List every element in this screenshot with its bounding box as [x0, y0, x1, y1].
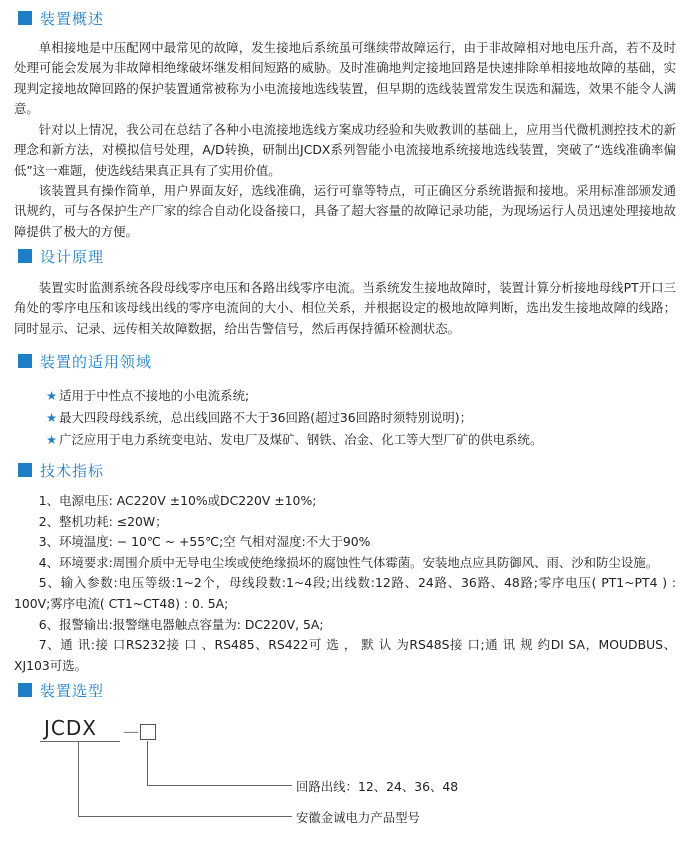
star-icon: ★ — [46, 410, 58, 425]
connector-line — [78, 816, 292, 817]
list-item — [46, 408, 472, 426]
connector-line — [147, 785, 292, 786]
section-header-overview — [18, 8, 104, 28]
section-square-icon — [18, 249, 32, 263]
connector-line — [78, 741, 79, 816]
list-item — [46, 430, 542, 448]
spec-item: 6、报警输出:报警继电器触点容量为: DC220V, 5A; — [38, 616, 324, 632]
spec-item: 4、环境要求:周围介质中无导电尘埃或使绝缘损坏的腐蚀性气体霉菌。安装地点应具防御风、雨、沙和防尘设施。 — [38, 554, 658, 570]
overview-paragraph: 单相接地是中压配网中最常见的故障，发生接地后系统虽可继续带故障运行，由于非故障相对地电压升高，若不及时处理可能会发展为非故障相绝缘破坏继发相间短路的威胁。及时准确地判定接地回路是快速排除单相接地故障的基础，实现判定接地故障回路的保护装置通常被称为小电流接地选线装置，但早期的选线装置常发生误选和漏选，效果不能令人满意。 — [14, 40, 676, 116]
model-option-box — [140, 724, 156, 740]
section-title: 技术指标 — [40, 461, 105, 480]
section-square-icon — [18, 683, 32, 697]
spec-item: 2、整机功耗: ≤20W； — [38, 513, 168, 529]
spec-item: 5、输入参数:电压等级:1~2个，母线段数:1~4段;出线数:12路、24路、36路、48路;零序电压( PT1~PT4 ) : 100V;雾序电流( CT1~CT48) : 0. 5A; — [14, 575, 676, 611]
overview-paragraph: 针对以上情况，我公司在总结了各种小电流接地选线方案成功经验和失败教训的基础上，应用当代微机测控技术的新理念和新方法，对模拟信号处理，A/D转换，研制出JCDX系列智能小电流接地系统接地选线装置，突破了“选线准确率偏低”这一难题，使选线结果真正具有了实用价值。 — [14, 122, 676, 178]
list-item-text: 适用于中性点不接地的小电流系统; — [59, 388, 250, 403]
spec-item: 1、电源电压: AC220V ±10%或DC220V ±10%; — [38, 493, 317, 508]
connector-line — [147, 741, 148, 785]
section-title: 装置的适用领域 — [40, 352, 153, 371]
spec-item: 7、通 讯:接 口RS232接 口 、RS485、RS422可 选 ， 默 认 为RS48S接 口;通 讯 规 约DI SA，MOUDBUS、XJ103可选。 — [14, 637, 676, 673]
overview-paragraph: 该装置具有操作简单，用户界面友好，选线准确，运行可靠等特点，可正确区分系统谐振和接地。采用标准部颁发通讯规约，可与各保护生产厂家的综合自动化设备接口，具备了超大容量的故障记录功能，为现场运行人员迅速处理接地故障提供了极大的方便。 — [14, 183, 676, 239]
star-icon: ★ — [46, 432, 58, 447]
section-square-icon — [18, 354, 32, 368]
specs-list — [14, 491, 676, 676]
principle-paragraph: 装置实时监测系统各段母线零序电压和各路出线零序电流。当系统发生接地故障时，装置计算分析接地母线PT开口三角处的零序电压和该母线出线的零序电流间的大小、相位关系，并根据设定的极地故障判断，选出发生接地故障的线路；同时显示、记录、远传相关故障数据，给出告警信号，然后再保持循环检测状态。 — [14, 280, 676, 336]
model-label-name: 安徽金诚电力产品型号 — [296, 810, 420, 825]
list-item-text: 最大四段母线系统，总出线回路不大于36回路(超过36回路时须特别说明)； — [59, 410, 473, 425]
model-underline — [40, 741, 120, 742]
spec-item: 3、环境温度: − 10℃ ~ +55℃;空 气相对湿度:不大于90% — [38, 534, 371, 550]
section-title: 设计原理 — [40, 247, 105, 266]
model-code: JCDX — [44, 716, 97, 740]
section-header-model — [18, 680, 104, 700]
list-item — [46, 386, 249, 404]
model-label-lines: 回路出线：12、24、36、48 — [296, 779, 459, 794]
star-icon: ★ — [46, 388, 58, 403]
model-dash: — — [123, 722, 139, 741]
list-item-text: 广泛应用于电力系统变电站、发电厂及煤矿、钢铁、冶金、化工等大型厂矿的供电系统。 — [59, 432, 543, 447]
section-header-scope — [18, 351, 152, 371]
section-header-specs — [18, 460, 104, 480]
section-square-icon — [18, 463, 32, 477]
section-title: 装置概述 — [40, 9, 105, 28]
section-header-principle — [18, 246, 104, 266]
section-title: 装置选型 — [40, 681, 105, 700]
section-square-icon — [18, 11, 32, 25]
